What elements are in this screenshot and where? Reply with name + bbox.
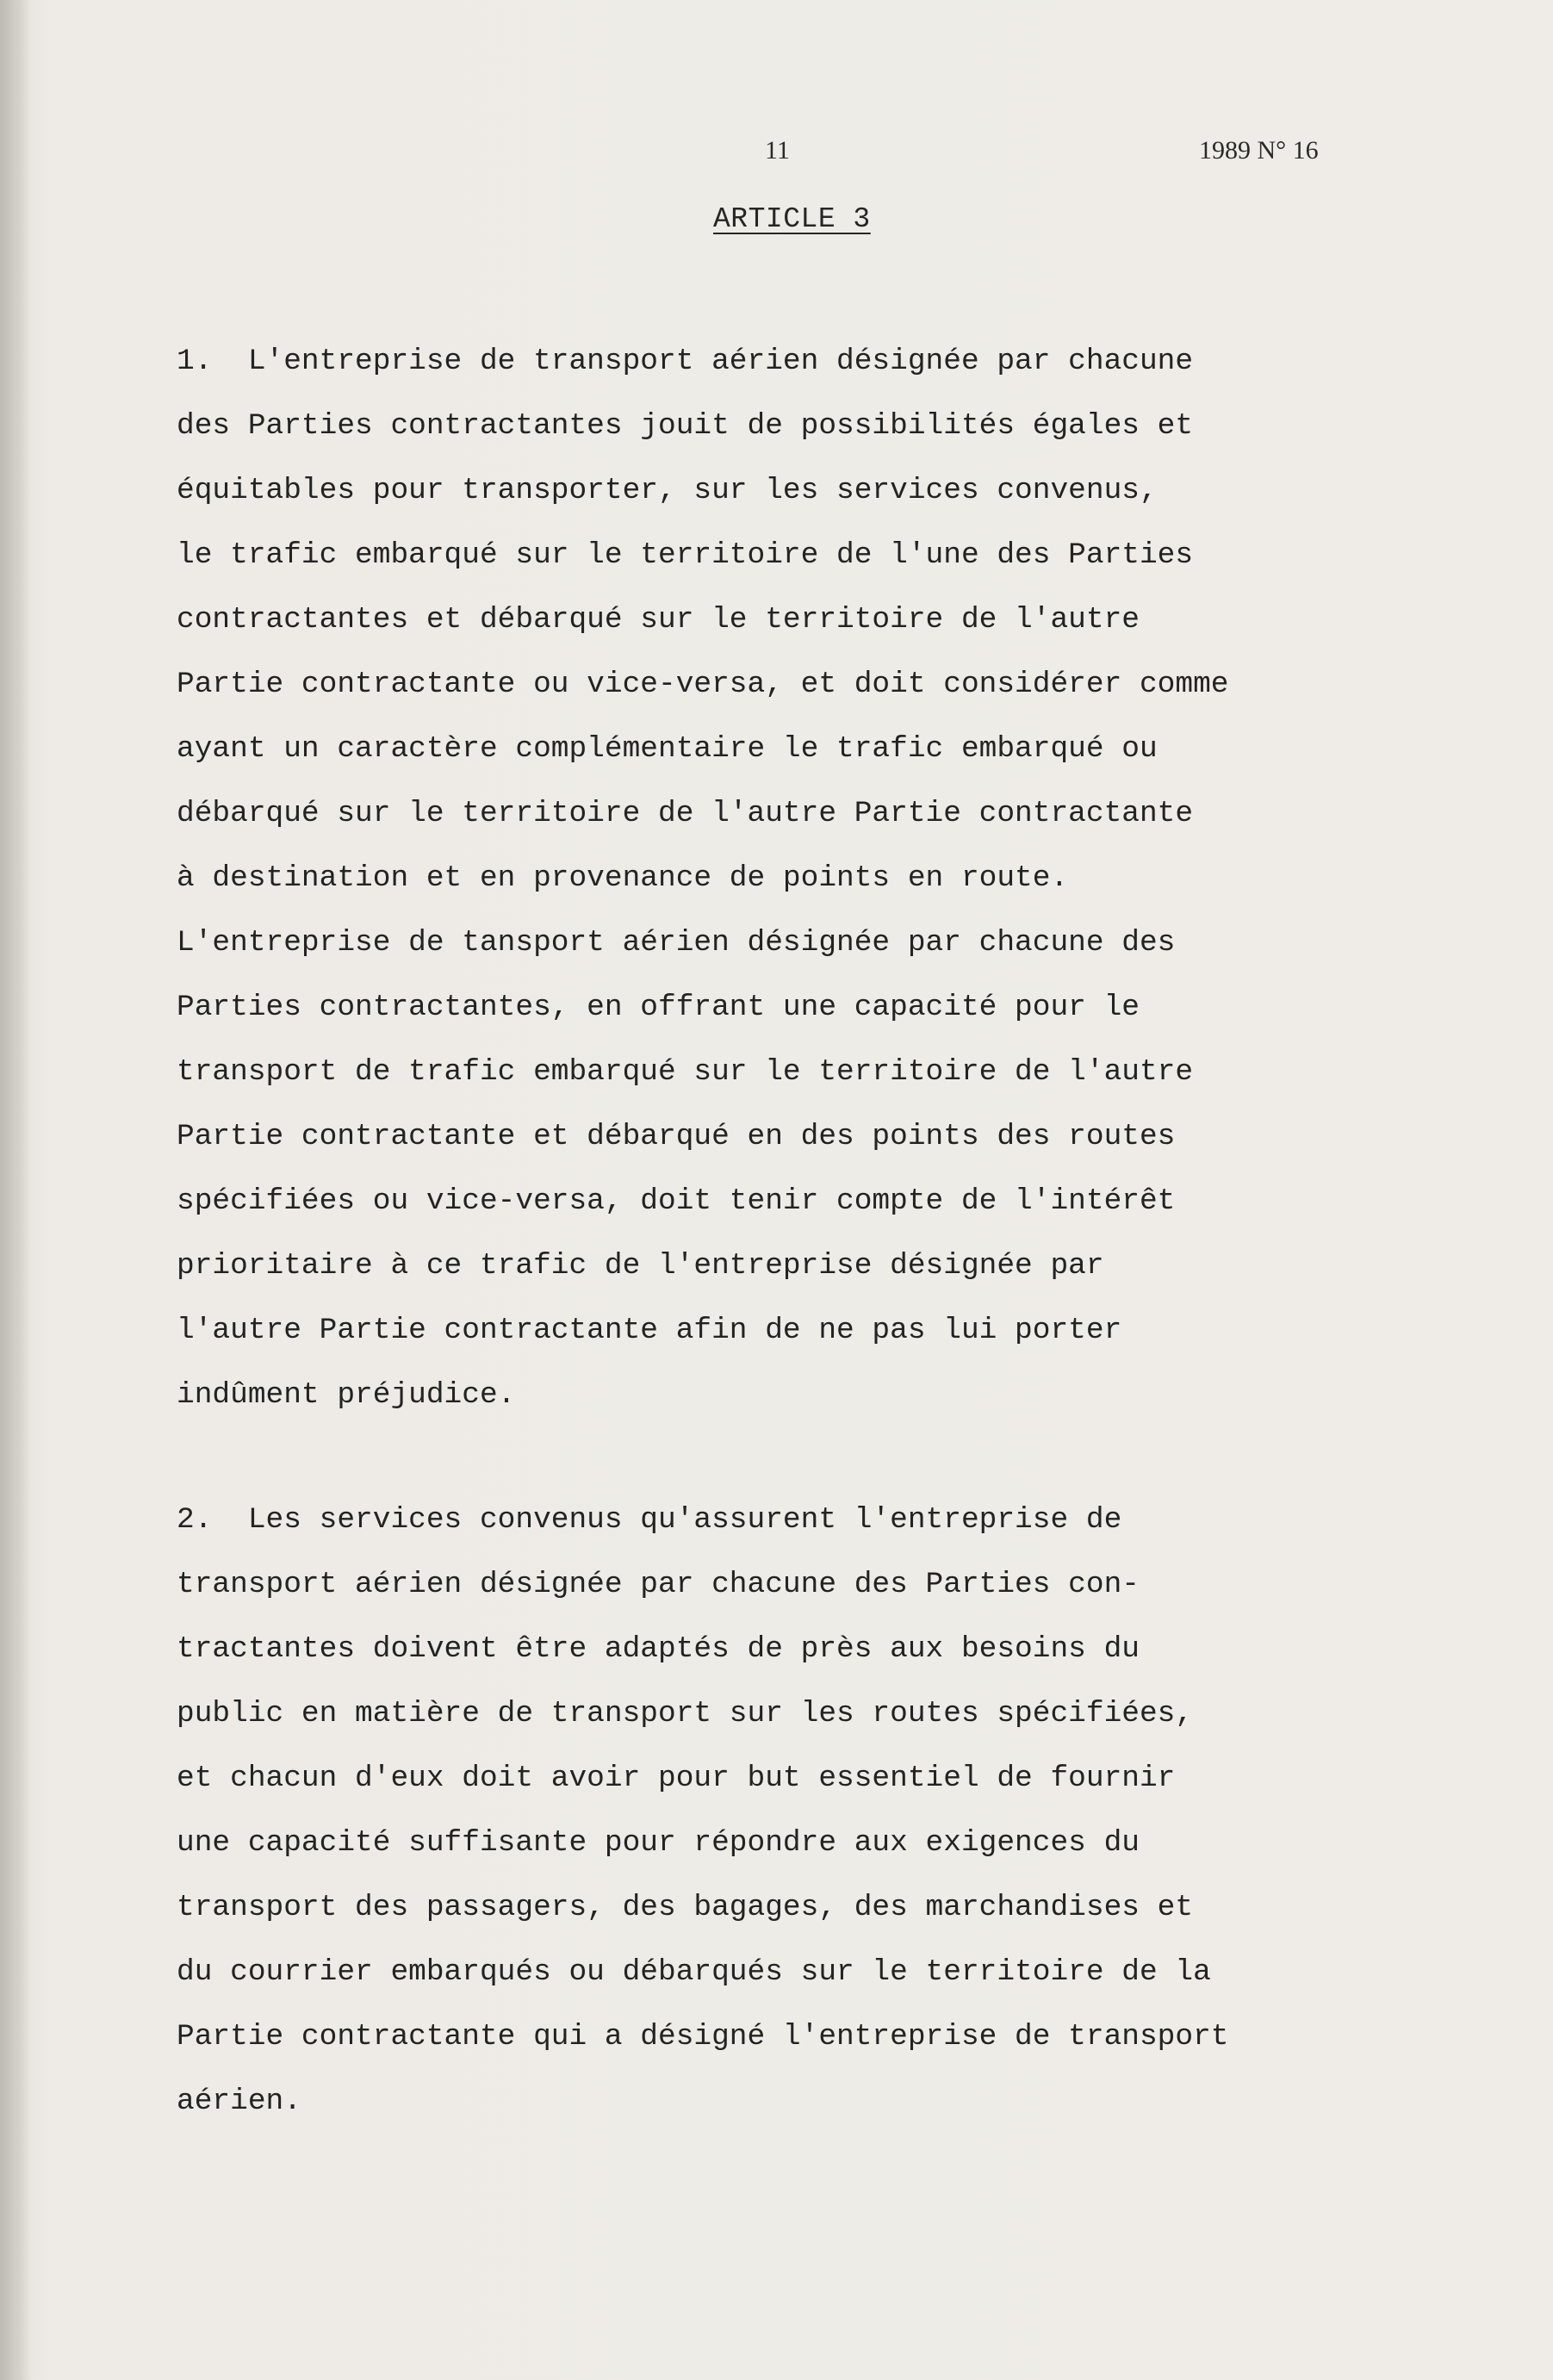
text-line: Parties contractantes, en offrant une capacité pour le <box>177 991 1140 1024</box>
text-line: l'autre Partie contractante afin de ne pas lui porter <box>177 1314 1122 1347</box>
text-line: aérien. <box>177 2085 301 2118</box>
text-line: contractantes et débarqué sur le territoire de l'autre <box>177 603 1140 637</box>
text-line: une capacité suffisante pour répondre aux exigences du <box>177 1826 1140 1860</box>
text-line: à destination et en provenance de points en route. <box>177 861 1069 895</box>
text-line: et chacun d'eux doit avoir pour but essentiel de fournir <box>177 1762 1176 1795</box>
text-line: public en matière de transport sur les routes spécifiées, <box>177 1697 1194 1731</box>
text-line: débarqué sur le territoire de l'autre Partie contractante <box>177 797 1194 830</box>
text-line: ayant un caractère complémentaire le trafic embarqué ou <box>177 732 1158 766</box>
text-line: Partie contractante qui a désigné l'entreprise de transport <box>177 2020 1229 2054</box>
text-line: L'entreprise de tansport aérien désignée par chacune des <box>177 926 1176 960</box>
text-line: transport aérien désignée par chacune des Parties con- <box>177 1568 1140 1601</box>
text-line: 2. Les services convenus qu'assurent l'entreprise de <box>177 1503 1122 1537</box>
text-line: le trafic embarqué sur le territoire de l'une des Parties <box>177 538 1194 572</box>
paragraph-2 <box>177 1488 1374 2134</box>
article-title: ARTICLE 3 <box>713 203 871 235</box>
text-line: transport des passagers, des bagages, des marchandises et <box>177 1891 1194 1924</box>
text-line: tractantes doivent être adaptés de près aux besoins du <box>177 1632 1140 1666</box>
paragraph-1 <box>177 329 1374 1427</box>
page-header <box>0 136 1553 179</box>
text-line: Partie contractante ou vice-versa, et doit considérer comme <box>177 668 1229 701</box>
text-line: du courrier embarqués ou débarqués sur le territoire de la <box>177 1955 1211 1989</box>
text-line: prioritaire à ce trafic de l'entreprise désignée par <box>177 1249 1104 1283</box>
page-edge-shadow <box>0 0 31 2380</box>
document-reference: 1989 N° 16 <box>1199 136 1319 165</box>
text-line: 1. L'entreprise de transport aérien désignée par chacune <box>177 345 1194 378</box>
text-line: indûment préjudice. <box>177 1378 516 1412</box>
text-line: Partie contractante et débarqué en des points des routes <box>177 1120 1176 1153</box>
text-line: transport de trafic embarqué sur le territoire de l'autre <box>177 1055 1194 1089</box>
text-line: spécifiées ou vice-versa, doit tenir compte de l'intérêt <box>177 1184 1176 1218</box>
text-line: des Parties contractantes jouit de possibilités égales et <box>177 409 1194 443</box>
text-line: équitables pour transporter, sur les services convenus, <box>177 474 1158 507</box>
page-number: 11 <box>765 136 790 165</box>
